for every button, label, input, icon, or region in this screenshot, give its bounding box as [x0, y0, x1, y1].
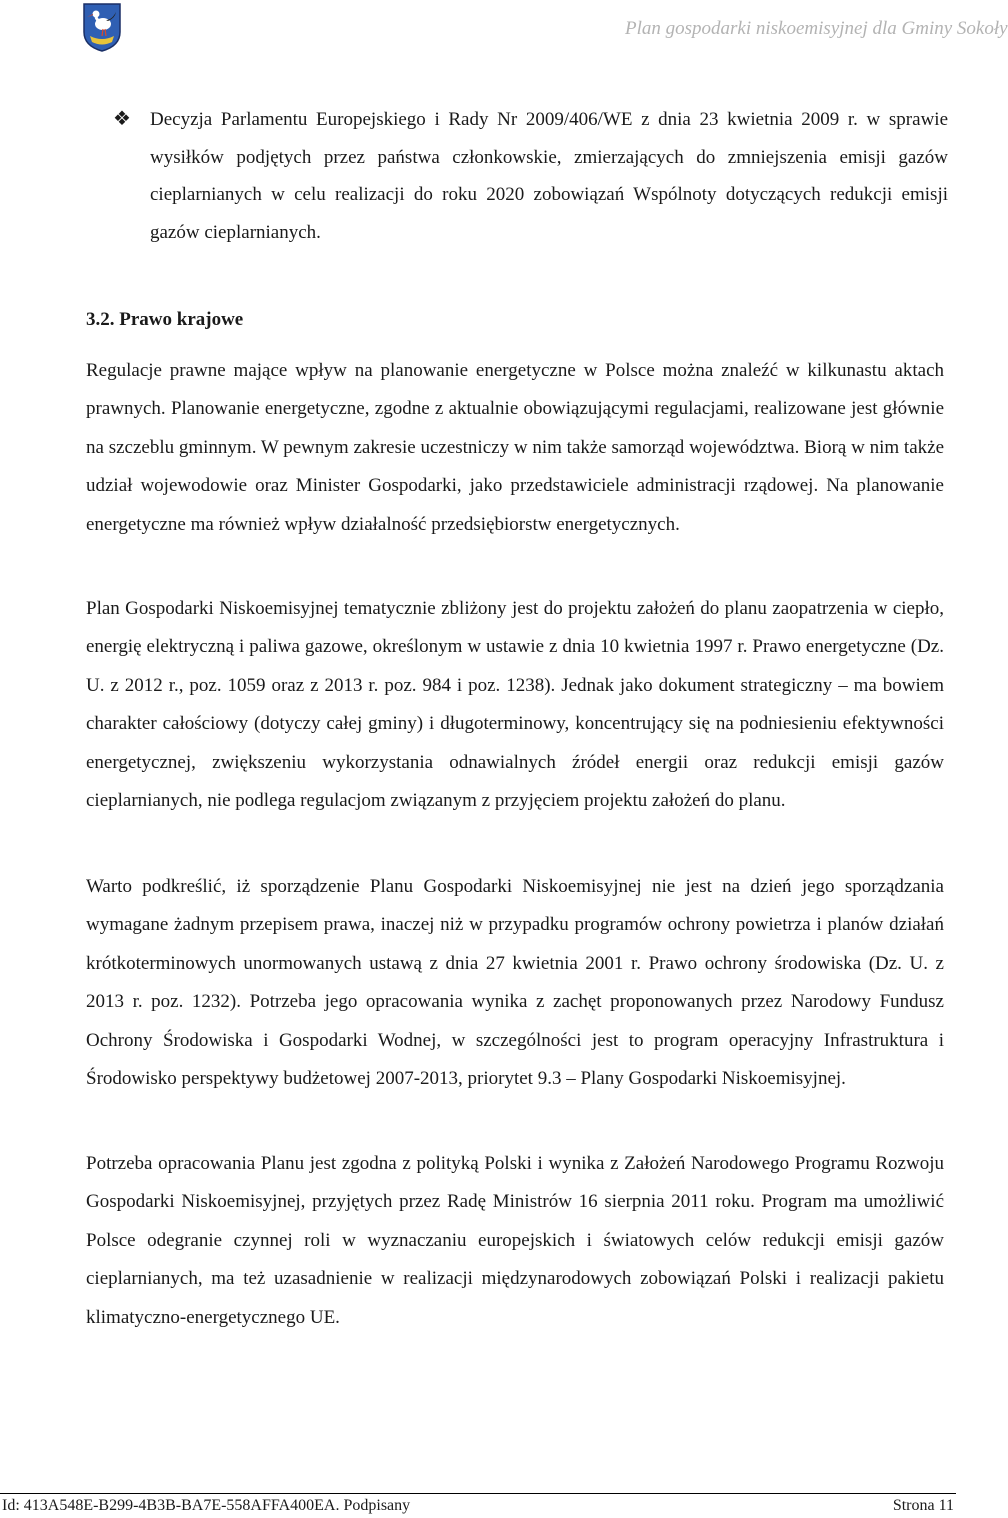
- paragraph-4: Potrzeba opracowania Planu jest zgodna z polityką Polski i wynika z Założeń Narodowego Programu Rozwoju Gospodarki Niskoemisyjnej, przyjętych przez Radę Ministrów 16 sierpnia 2011 roku. Program ma umożliwić Polsce odegranie czynnej roli w wyznaczaniu europejskich i światowych celów redukcji emisji gazów cieplarnianych, ma też uzasadnienie w realizacji międzynarodowych zobowiązań Polski i realizacji pakietu klimatyczno-energetycznego UE.: [86, 1153, 944, 1328]
- paragraph-2: Plan Gospodarki Niskoemisyjnej tematycznie zbliżony jest do projektu założeń do planu zaopatrzenia w ciepło, energię elektryczną i paliwa gazowe, określonym w ustawie z dnia 10 kwietnia 1997 r. Prawo energetyczne (Dz. U. z 2012 r., poz. 1059 oraz z 2013 r. poz. 984 i poz. 1238). Jednak jako dokument strategiczny – ma bowiem charakter całościowy (dotyczy całej gminy) i długoterminowy, koncentrujący się na podniesieniu efektywności energetycznej, zwiększeniu wykorzystania odnawialnych źródeł energii oraz redukcji emisji gazów cieplarnianych, nie podlega regulacjom związanym z przyjęciem projektu założeń do planu.: [86, 598, 944, 812]
- footer-document-id: Id: 413A548E-B299-4B3B-BA7E-558AFFA400EA. Podpisany: [2, 1497, 411, 1514]
- diamond-bullet-icon: ❖: [113, 108, 131, 130]
- section-heading: 3.2. Prawo krajowe: [86, 309, 244, 330]
- coat-of-arms-stork-icon: [82, 2, 122, 52]
- paragraph-3: Warto podkreślić, iż sporządzenie Planu Gospodarki Niskoemisyjnej nie jest na dzień jego sporządzania wymagane żadnym przepisem prawa, inaczej niż w przypadku programów ochrony powietrza i planów działań krótkoterminowych unormowanych ustawą z dnia 27 kwietnia 2001 r. Prawo ochrony środowiska (Dz. U. z 2013 r. poz. 1232). Potrzeba jego opracowania wynika z zachęt proponowanych przez Narodowy Fundusz Ochrony Środowiska i Gospodarki Wodnej, w szczególności jest to program operacyjny Infrastruktura i Środowisko perspektywy budżetowej 2007-2013, priorytet 9.3 – Plany Gospodarki Niskoemisyjnej.: [86, 876, 944, 1090]
- footer-divider: [0, 1493, 956, 1494]
- paragraph-1: Regulacje prawne mające wpływ na planowanie energetyczne w Polsce można znaleźć w kilkunastu aktach prawnych. Planowanie energetyczne, zgodne z aktualnie obowiązującymi regulacjami, realizowane jest głównie na szczeblu gminnym. W pewnym zakresie uczestniczy w nim także samorząd województwa. Biorą w nim także udział wojewodowie oraz Minister Gospodarki, jako przedstawiciele administracji rządowej. Na planowanie energetyczne ma również wpływ działalność przedsiębiorstw energetycznych.: [86, 360, 944, 535]
- footer-page-number: Strona 11: [892, 1497, 954, 1514]
- bullet-list-item: [113, 101, 948, 251]
- header-title: Plan gospodarki niskoemisyjnej dla Gminy Sokoły: [625, 18, 1008, 39]
- bullet-text: Decyzja Parlamentu Europejskiego i Rady Nr 2009/406/WE z dnia 23 kwietnia 2009 r. w sprawie wysiłków podjętych przez państwa członkowskie, zmierzających do zmniejszenia emisji gazów cieplarnianych w celu realizacji do roku 2020 zobowiązań Wspólnoty dotyczących redukcji emisji gazów cieplarnianych.: [150, 109, 948, 243]
